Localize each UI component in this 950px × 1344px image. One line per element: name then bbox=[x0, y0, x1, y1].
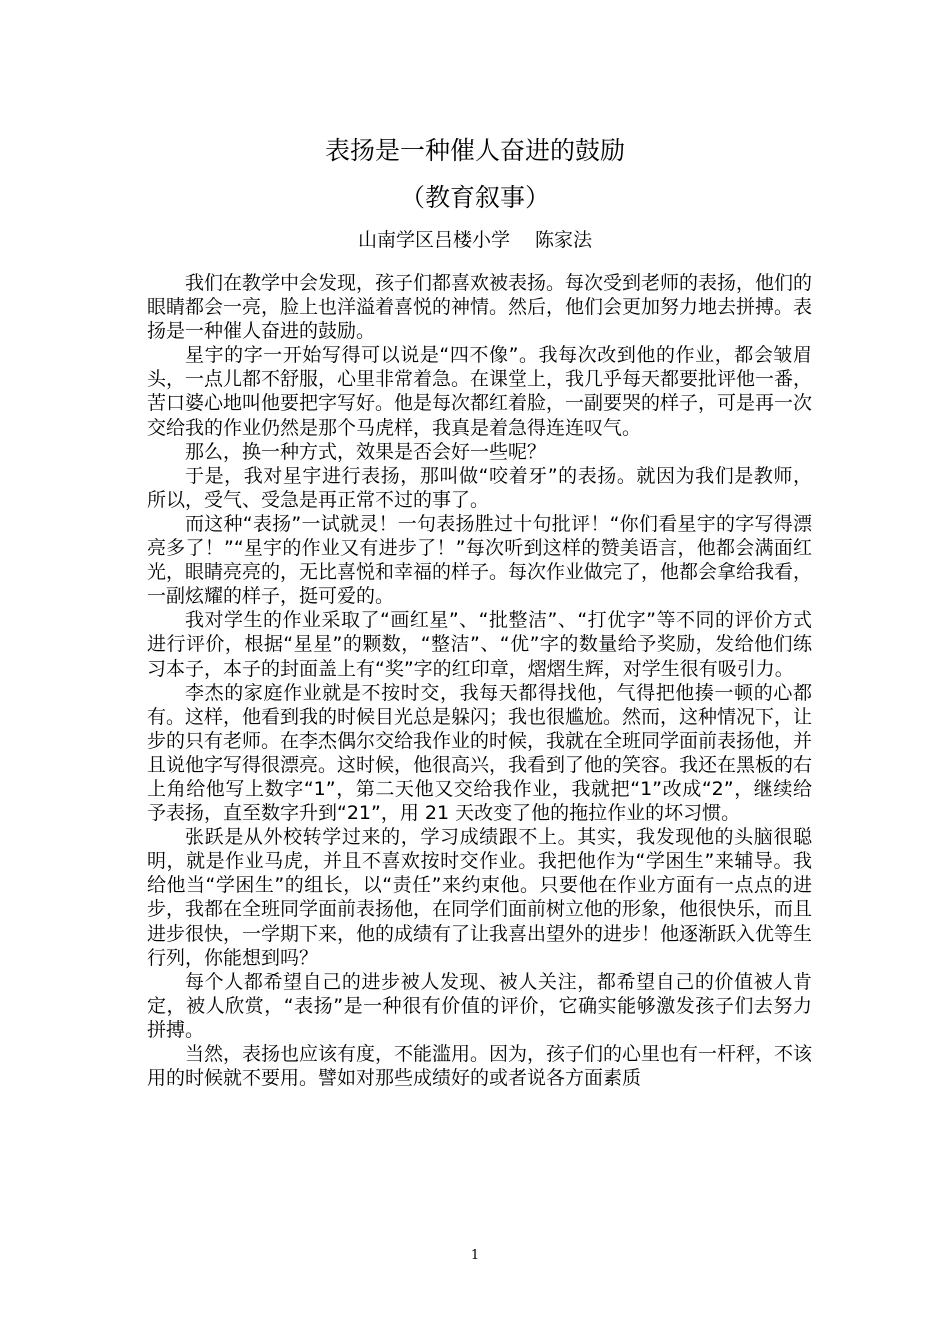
paragraph: 张跃是从外校转学过来的，学习成绩跟不上。其实，我发现他的头脑很聪明，就是作业马虎，并且不喜欢按时交作业。我把他作为“学困生”来辅导。我给他当“学困生”的组长，以“责任”来约束他。只要他在作业方面有一点点的进步，我都在全班同学面前表扬他，在同学们面前树立他的形象，他很快乐，而且进步很快，一学期下来，他的成绩有了让我喜出望外的进步！他逐渐跃入优等生行列，你能想到吗？ bbox=[147, 826, 813, 969]
document-title: 表扬是一种催人奋进的鼓励 bbox=[324, 136, 625, 165]
paragraph: 于是，我对星宇进行表扬，那叫做“咬着牙”的表扬。就因为我们是教师，所以，受气、受急是再正常不过的事了。 bbox=[147, 464, 812, 511]
paragraph: 星宇的字一开始写得可以说是“四不像”。我每次改到他的作业，都会皱眉头，一点儿都不舒服，心里非常着急。在课堂上，我几乎每天都要批评他一番，苦口婆心地叫他要把字写好。他是每次都红着脸，一副要哭的样子，可是再一次交给我的作业仍然是那个马虎样，我真是着急得连连叹气。 bbox=[147, 344, 813, 439]
article-body bbox=[147, 271, 812, 1090]
page-number: 1 bbox=[470, 1248, 480, 1263]
paragraph: 当然，表扬也应该有度，不能滥用。因为，孩子们的心里也有一杆秤，不该用的时候就不要用。譬如对那些成绩好的或者说各方面素质 bbox=[147, 1043, 813, 1090]
paragraph: 那么，换一种方式，效果是否会好一些呢？ bbox=[185, 440, 547, 463]
paragraph: 每个人都希望自己的进步被人发现、被人关注，都希望自己的价值被人肯定，被人欣赏，“表扬”是一种很有价值的评价，它确实能够激发孩子们去努力拼搏。 bbox=[147, 970, 812, 1041]
author-line: 山南学区吕楼小学 陈家法 bbox=[357, 229, 593, 251]
paragraph: 我们在教学中会发现，孩子们都喜欢被表扬。每次受到老师的表扬，他们的眼睛都会一亮，脸上也洋溢着喜悦的神情。然后，他们会更加努力地去拼搏。表扬是一种催人奋进的鼓励。 bbox=[147, 272, 813, 343]
document-subtitle: （教育叙事） bbox=[399, 183, 550, 212]
paragraph: 李杰的家庭作业就是不按时交，我每天都得找他，气得把他揍一顿的心都有。这样，他看到我的时候目光总是躲闪；我也很尴尬。然而，这种情况下，让步的只有老师。在李杰偶尔交给我作业的时候，我就在全班同学面前表扬他，并且说他字写得很漂亮。这时候，他很高兴，我看到了他的笑容。我还在黑板的右上角给他写上数字“1”，第二天他又交给我作业，我就把“1”改成“2”，继续给予表扬，直至数字升到“21”，用 21 天改变了他的拖拉作业的坏习惯。 bbox=[147, 681, 813, 825]
paragraph: 我对学生的作业采取了“画红星”、“批整洁”、“打优字”等不同的评价方式进行评价，根据“星星”的颗数，“整洁”、“优”字的数量给予奖励，发给他们练习本子，本子的封面盖上有“奖”字的红印章，熠熠生辉，对学生很有吸引力。 bbox=[147, 609, 812, 680]
paragraph: 而这种“表扬”一试就灵！一句表扬胜过十句批评！“你们看星宇的字写得漂亮多了！”“星宇的作业又有进步了！”每次听到这样的赞美语言，他都会满面红光，眼睛亮亮的，无比喜悦和幸福的样子。每次作业做完了，他都会拿给我看，一副炫耀的样子，挺可爱的。 bbox=[147, 512, 813, 608]
